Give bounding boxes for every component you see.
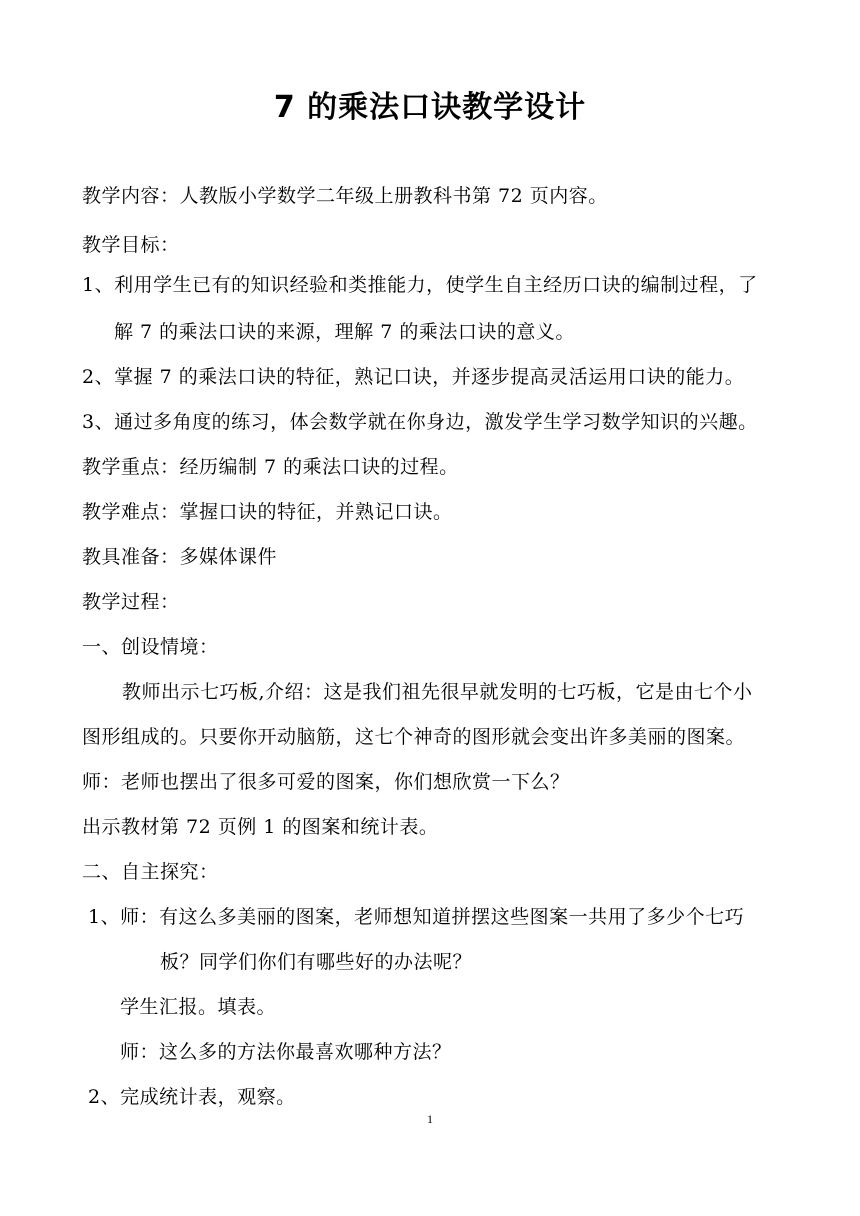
intro-paragraph-line-2: 图形组成的。只要你开动脑筋，这七个神奇的图形就会变出许多美丽的图案。	[82, 726, 746, 748]
section-1-heading: 一、创设情境：	[82, 636, 219, 658]
student-report-line: 学生汇报。填表。	[120, 996, 277, 1018]
step-1-line-2: 板？同学们你们有哪些好的办法呢？	[160, 951, 473, 973]
goal-1-line-1: 1、利用学生已有的知识经验和类推能力，使学生自主经历口诀的编制过程，了	[82, 274, 758, 296]
key-point-line: 教学重点：经历编制 7 的乘法口诀的过程。	[82, 456, 459, 478]
textbook-line: 出示教材第 72 页例 1 的图案和统计表。	[82, 816, 439, 838]
section-2-heading: 二、自主探究：	[82, 861, 219, 883]
page-number: 1	[427, 1112, 433, 1126]
goal-2-line: 2、掌握 7 的乘法口诀的特征，熟记口诀，并逐步提高灵活运用口诀的能力。	[82, 366, 745, 388]
difficulty-line: 教学难点：掌握口诀的特征，并熟记口诀。	[82, 501, 453, 523]
document-title: 7 的乘法口诀教学设计	[273, 90, 587, 125]
teaching-goals-heading: 教学目标：	[82, 234, 180, 256]
teaching-content-line: 教学内容：人教版小学数学二年级上册教科书第 72 页内容。	[82, 185, 608, 207]
teaching-process-heading: 教学过程：	[82, 591, 180, 613]
step-2-line: 2、完成统计表，观察。	[88, 1086, 296, 1108]
step-1-line-1: 1、师：有这么多美丽的图案，老师想知道拼摆这些图案一共用了多少个七巧	[88, 906, 745, 928]
teaching-aids-line: 教具准备：多媒体课件	[82, 546, 278, 568]
goal-1-line-2: 解 7 的乘法口诀的来源，理解 7 的乘法口诀的意义。	[114, 321, 575, 343]
teacher-line: 师：老师也摆出了很多可爱的图案，你们想欣赏一下么？	[82, 771, 570, 793]
teacher-question-line: 师：这么多的方法你最喜欢哪种方法？	[120, 1041, 452, 1063]
intro-paragraph-line-1: 教师出示七巧板,介绍：这是我们祖先很早就发明的七巧板，它是由七个小	[122, 681, 753, 703]
goal-3-line: 3、通过多角度的练习，体会数学就在你身边，激发学生学习数学知识的兴趣。	[82, 411, 758, 433]
